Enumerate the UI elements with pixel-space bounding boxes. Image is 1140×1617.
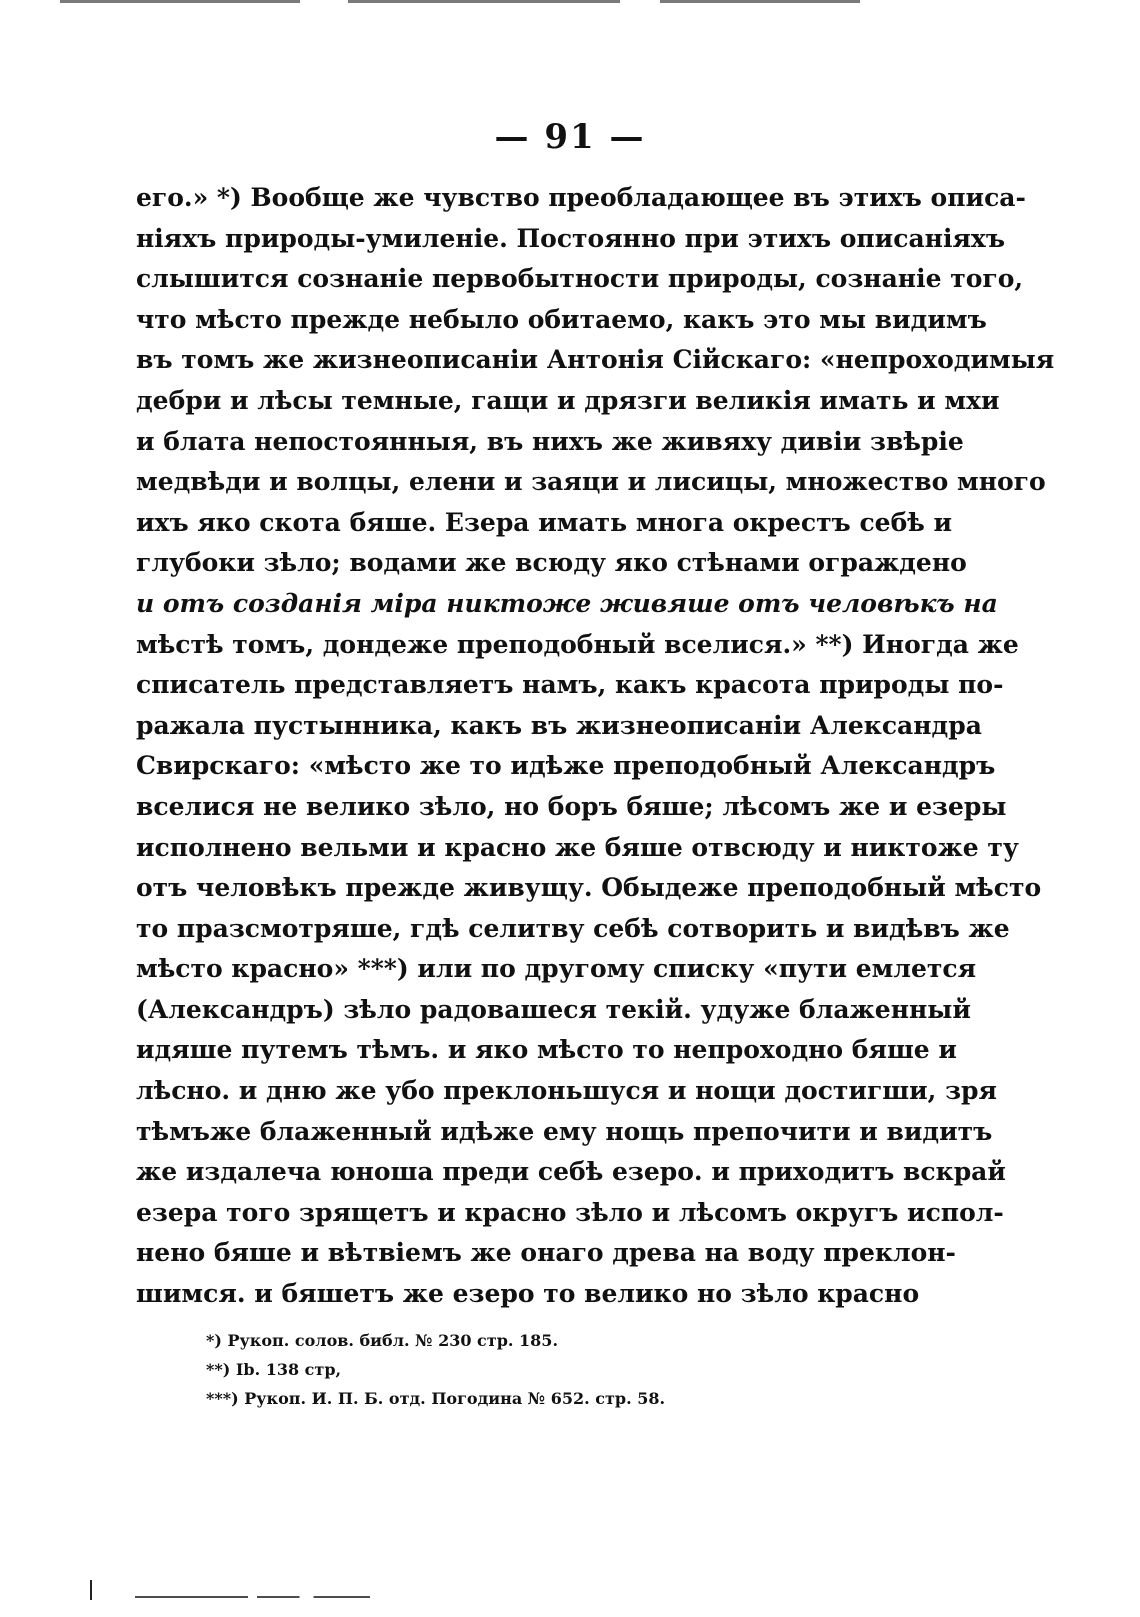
text-line: и блата непостоянныя, въ нихъ же живяху дивіи звѣріе [136,426,964,456]
text-line: слышится сознаніе первобытности природы, сознаніе того, [136,264,1024,294]
footnote-mark: *) [206,1331,222,1350]
margin-mark [90,1580,92,1600]
text-line: идяше путемъ тѣмъ. и яко мѣсто то непроходно бяше и [136,1035,957,1065]
footnote-mark: ***) [206,1389,239,1408]
bottom-edge-rule [135,1596,370,1598]
footnote [206,1355,766,1384]
text-line: глубоки зѣло; водами же всюду яко стѣнами ограждено [136,548,967,578]
text-line: ніяхъ природы-умиленіе. Постоянно при этихъ описаніяхъ [136,223,1005,253]
top-edge-rule [60,0,860,3]
text-line: исполнено вельми и красно же бяше отвсюду и никтоже ту [136,832,1019,862]
footnotes [206,1326,766,1413]
text-line: что мѣсто прежде небыло обитаемо, какъ это мы видимъ [136,304,987,334]
text-line: ражала пустынника, какъ въ жизнеописаніи Александра [136,710,982,740]
text-line: то празсмотряше, гдѣ селитву себѣ сотворить и видѣвъ же [136,913,1010,943]
text-line: езера того зрящетъ и красно зѣло и лѣсомъ округъ испол- [136,1197,1004,1227]
text-line: ихъ яко скота бяше. Езера имать многа окрестъ себѣ и [136,507,953,537]
text-line: лѣсно. и дню же убо преклоньшуся и нощи достигши, зря [136,1076,997,1106]
footnote-text: Рукоп. И. П. Б. отд. Погодина № 652. стр. 58. [244,1389,666,1408]
text-line: (Александръ) зѣло радовашеся текій. удуже блаженный [136,994,971,1024]
text-line: и отъ созданія міра никтоже живяше отъ человѣкъ на [136,588,998,618]
page-number: — 91 — [494,117,646,157]
text-line: мѣсто красно» ***) или по другому списку «пути емлется [136,954,977,984]
text-line: шимся. и бяшетъ же езеро то велико но зѣло красно [136,1279,920,1309]
text-line: медвѣди и волцы, елени и заяци и лисицы, множество много [136,467,1046,497]
body-text [136,178,1055,1315]
text-line: нено бяше и вѣтвіемъ же онаго древа на воду преклон- [136,1238,956,1268]
footnote [206,1384,766,1413]
footnote-text: Ib. 138 стр, [235,1360,342,1379]
footnote-mark: **) [206,1360,231,1379]
footnote-text: Рукоп. солов. библ. № 230 стр. 185. [227,1331,559,1350]
footnote [206,1326,766,1355]
text-line: мѣстѣ томъ, дондеже преподобный вселися.» **) Иногда же [136,629,1019,659]
text-line: въ томъ же жизнеописаніи Антонія Сійскаго: «непроходимыя [136,345,1055,375]
text-line: вселися не велико зѣло, но боръ бяше; лѣсомъ же и езеры [136,791,1007,821]
text-line: дебри и лѣсы темные, гащи и дрязги великія имать и мхи [136,385,1000,415]
text-line: же издалеча юноша преди себѣ езеро. и приходитъ вскрай [136,1157,1006,1187]
text-line: его.» *) Вообще же чувство преобладающее въ этихъ описа- [136,183,1026,212]
text-line: тѣмъже блаженный идѣже ему нощь препочити и видитъ [136,1116,993,1146]
text-line: отъ человѣкъ прежде живущу. Обыдеже преподобный мѣсто [136,873,1042,903]
text-line: списатель представляетъ намъ, какъ красота природы по- [136,670,1004,700]
text-line: Свирскаго: «мѣсто же то идѣже преподобный Александръ [136,751,996,781]
